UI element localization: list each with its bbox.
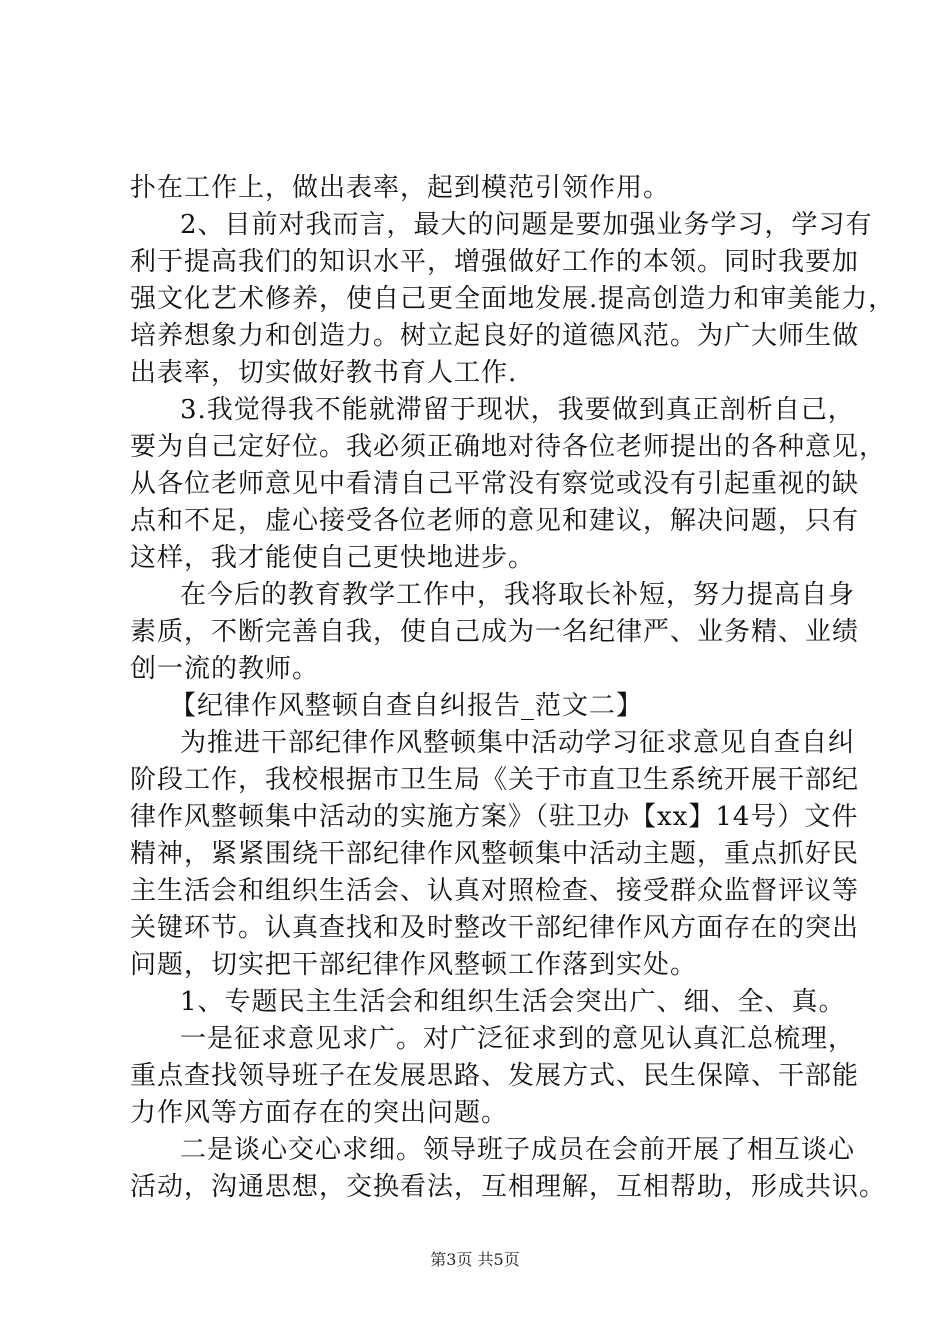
paragraph-line: 精神，紧紧围绕干部纪律作风整顿集中活动主题，重点抓好民	[130, 839, 860, 869]
paragraph-line: 律作风整顿集中活动的实施方案》（驻卫办【xx】14号）文件	[130, 802, 859, 832]
paragraph-line: 这样，我才能使自己更快地进步。	[130, 543, 536, 573]
paragraph-line: 问题，切实把干部纪律作风整顿工作落到实处。	[130, 950, 698, 980]
paragraph-line: 利于提高我们的知识水平，增强做好工作的本领。同时我要加	[130, 247, 860, 277]
paragraph-line: 力作风等方面存在的突出问题。	[130, 1098, 509, 1128]
paragraph-line: 从各位老师意见中看清自己平常没有察觉或没有引起重视的缺	[130, 469, 860, 499]
paragraph-line: 重点查找领导班子在发展思路、发展方式、民生保障、干部能	[130, 1061, 860, 1091]
paragraph-line: 素质，不断完善自我，使自己成为一名纪律严、业务精、业绩	[130, 617, 860, 647]
paragraph-line: 关键环节。认真查找和及时整改干部纪律作风方面存在的突出	[130, 913, 860, 943]
paragraph-line: 二是谈心交心求细。领导班子成员在会前开展了相互谈心	[180, 1135, 856, 1165]
paragraph-line: 强文化艺术修养，使自己更全面地发展.提高创造力和审美能力，	[130, 284, 896, 314]
paragraph-line: 主生活会和组织生活会、认真对照检查、接受群众监督评议等	[130, 876, 860, 906]
paragraph-line: 要为自己定好位。我必须正确地对待各位老师提出的各种意见，	[130, 432, 887, 462]
paragraph-line: 1、专题民主生活会和组织生活会突出广、细、全、真。	[180, 987, 846, 1017]
paragraph-line: 出表率，切实做好教书育人工作.	[130, 358, 518, 388]
page-footer: 第3页 共5页	[430, 1250, 520, 1269]
paragraph-line: 创一流的教师。	[130, 654, 320, 684]
paragraph-line: 一是征求意见求广。对广泛征求到的意见认真汇总梳理，	[180, 1024, 856, 1054]
paragraph-line: 点和不足，虚心接受各位老师的意见和建议，解决问题，只有	[130, 506, 860, 536]
paragraph-line: 在今后的教育教学工作中，我将取长补短，努力提高自身	[180, 580, 856, 610]
paragraph-line: 扑在工作上，做出表率，起到模范引领作用。	[130, 173, 671, 203]
paragraph-line: 培养想象力和创造力。树立起良好的道德风范。为广大师生做	[130, 321, 860, 351]
paragraph-line: 活动，沟通思想，交换看法，互相理解，互相帮助，形成共识。	[130, 1172, 887, 1202]
paragraph-line: 为推进干部纪律作风整顿集中活动学习征求意见自查自纠	[180, 728, 856, 758]
paragraph-line: 阶段工作，我校根据市卫生局《关于市直卫生系统开展干部纪	[130, 765, 860, 795]
section-heading: 【纪律作风整顿自查自纠报告_范文二】	[170, 691, 644, 721]
paragraph-line: 2、目前对我而言，最大的问题是要加强业务学习，学习有	[180, 210, 873, 240]
paragraph-line: 3.我觉得我不能就滞留于现状，我要做到真正剖析自己，	[180, 395, 855, 425]
